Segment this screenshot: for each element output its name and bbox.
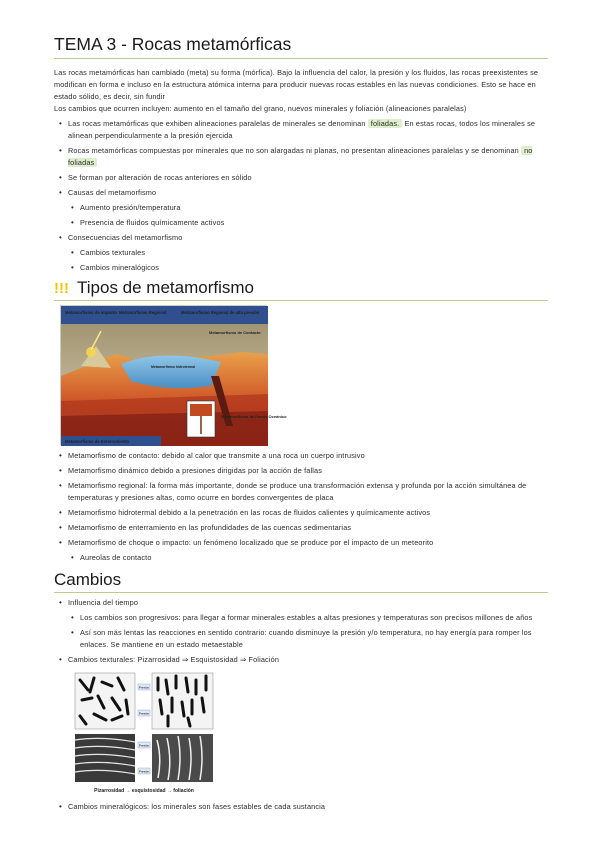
- arrow-label: Presión: [138, 743, 150, 748]
- list-item: • Metamorfismo de choque o impacto: un fenómeno localizado que se produce por el impacto de un meteorito • Aureolas de contacto: [54, 537, 548, 564]
- list-item: • Metamorfismo de contacto: debido al calor que transmite a una roca un cuerpo intrusivo: [54, 450, 548, 462]
- intro-paragraph: Las rocas metamórficas han cambiado (meta) su forma (mórfica). Bajo la influencia del calor, la presión y los fluidos, las rocas preexistentes se modifican en forma e incluso en la estructura atómica interna para producir nuevas rocas estables en las nuevas condiciones. Esto se hace en estado sólido, es decir, sin fundir: [54, 68, 539, 101]
- list-item: • Las rocas metamórficas que exhiben alineaciones paralelas de minerales se denominan foliadas. En estas rocas, todos los minerales se alinean perpendicularmente a la presión ejercida: [54, 118, 548, 142]
- geology-cross-section: [61, 306, 287, 446]
- figure-caption: Pizarrosidad → esquistosidad → foliación: [94, 788, 194, 794]
- list-item: • Se forman por alteración de rocas anteriores en sólido: [54, 172, 548, 184]
- list-item: • Influencia del tiempo • Los cambios son progresivos: para llegar a formar minerales estables a altas presiones y temperaturas son precisos millones de años • Así son más lentas las reacciones en sentido contrario: cuando disminuye la presión y/o temperatura, no hay energía para romper los enlaces. Se mantiene en un estado metaestable: [54, 597, 548, 651]
- types-list: [54, 450, 548, 564]
- label-regional: Metamorfismo Regional: [119, 310, 167, 315]
- texture-diagram: [72, 670, 216, 797]
- page-title: TEMA 3 - Rocas metamórficas: [54, 34, 548, 59]
- impact-sublist: [54, 552, 548, 564]
- sub-item: • Aumento presión/temperatura: [54, 202, 548, 214]
- sub-item: • Presencia de fluidos químicamente activos: [54, 217, 548, 229]
- highlight-foliadas: foliadas.: [368, 119, 403, 128]
- sub-item: • Así son más lentas las reacciones en sentido contrario: cuando disminuye la presión y/o temperatura, no hay energía para romper los enlaces. Se mantiene en un estado metaestable: [54, 627, 548, 651]
- metamorphism-types-figure: [60, 305, 287, 445]
- list-item: • Causas del metamorfismo • Aumento presión/temperatura • Presencia de fluidos químicamente activos: [54, 187, 548, 229]
- list-item: • Cambios texturales: Pizarrosidad ⇒ Esquistosidad ⇒ Foliación: [54, 654, 548, 666]
- arrow-label: Presión: [138, 685, 150, 690]
- list-item: • Consecuencias del metamorfismo • Cambios texturales • Cambios mineralógicos: [54, 232, 548, 274]
- sub-item: • Los cambios son progresivos: para llegar a formar minerales estables a altas presiones y temperaturas son precisos millones de años: [54, 612, 548, 624]
- list-item: • Metamorfismo hidrotermal debido a la penetración en las rocas de fluidos calientes y químicamente activos: [54, 507, 548, 519]
- changes-paragraph: Los cambios que ocurren incluyen: aumento en el tamaño del grano, nuevos minerales y foliación (alineaciones paralelas): [54, 104, 467, 113]
- mineral-list: [54, 801, 548, 813]
- section-title: Cambios: [54, 570, 122, 589]
- causes-sublist: [54, 202, 548, 229]
- consequences-sublist: [54, 247, 548, 274]
- sub-item: • Cambios mineralógicos: [54, 262, 548, 274]
- sub-item: • Aureolas de contacto: [54, 552, 548, 564]
- sub-item: • Cambios texturales: [54, 247, 548, 259]
- list-item: • Rocas metamórficas compuestas por minerales que no son alargadas ni planas, no presentan alineaciones paralelas y se denominan no foliadas: [54, 145, 548, 169]
- arrow-label: Presión: [138, 711, 150, 716]
- list-item: • Cambios mineralógicos: los minerales son fases estables de cada sustancia: [54, 801, 548, 813]
- label-fondo: Metamorfismo de Fondo Oceánico: [221, 414, 287, 419]
- label-impacto: Metamorfismo de impacto: [65, 310, 117, 315]
- highlight-no-foliadas: no foliadas: [68, 146, 533, 167]
- list-item: • Metamorfismo de enterramiento en las profundidades de las cuencas sedimentarias: [54, 522, 548, 534]
- warning-marker: !!!: [54, 279, 69, 297]
- list-item: • Metamorfismo dinámico debido a presiones dirigidas por la acción de fallas: [54, 465, 548, 477]
- label-regional-alta: Metamorfismo Regional de alta presión: [181, 310, 260, 315]
- section-heading-cambios: [54, 570, 548, 593]
- changes-list: [54, 597, 548, 666]
- time-sublist: [54, 612, 548, 651]
- section-heading-tipos: [54, 278, 548, 301]
- section-title: Tipos de metamorfismo: [77, 278, 254, 297]
- texture-changes-figure: [72, 670, 216, 797]
- list-item: • Metamorfismo regional: la forma más importante, donde se produce una transformación extensa y profunda por la acción simultánea de temperaturas y presiones altas, como ocurre en bordes convergentes de placa: [54, 480, 548, 504]
- label-contacto: Metamorfismo de Contacto: [209, 330, 261, 335]
- arrow-label: Presión: [138, 769, 150, 774]
- label-hidrotermal: Metamorfismo hidrotermal: [151, 365, 196, 369]
- intro-list: [54, 118, 548, 274]
- label-enterramiento: Metamorfismo de Enterramiento: [65, 439, 130, 444]
- document-page: [54, 34, 548, 813]
